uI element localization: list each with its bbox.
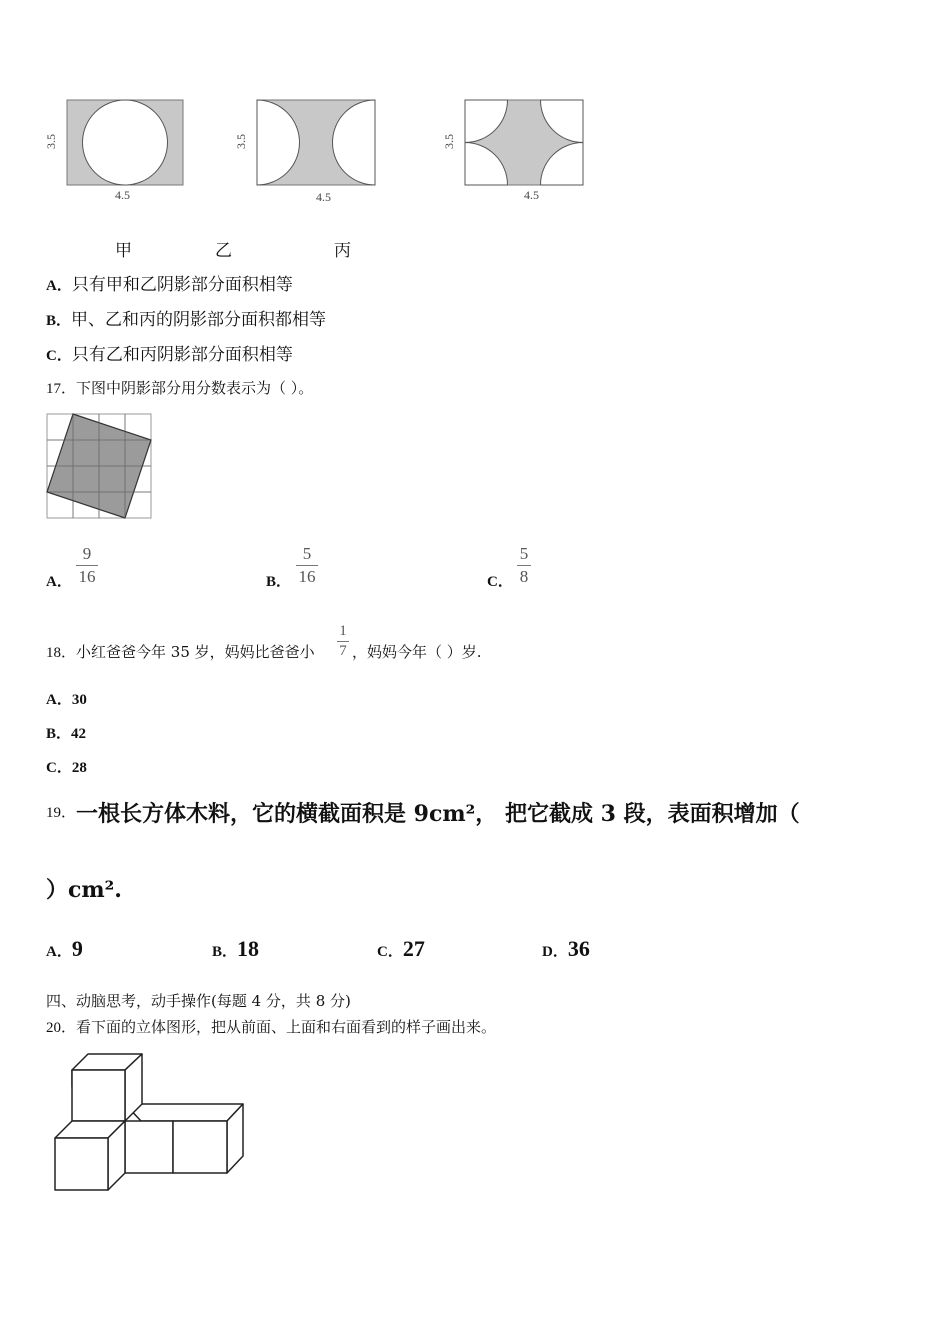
fig-bing-height-label: 3.5 bbox=[442, 134, 456, 149]
question-text: 看下面的立体图形，把从前面、上面和右面看到的样子画出来。 bbox=[76, 1018, 497, 1036]
option-text: 42 bbox=[71, 726, 87, 742]
option-letter: B． bbox=[46, 726, 72, 742]
q19-option-b[interactable] bbox=[212, 936, 259, 962]
q17-option-b-letter[interactable]: B． bbox=[266, 574, 292, 590]
q18-option-c[interactable] bbox=[46, 756, 87, 777]
q17-option-c-fraction[interactable] bbox=[517, 545, 531, 586]
question-text: 一根长方体木料，它的横截面积是 9cm²， 把它截成 3 段，表面积增加（ bbox=[76, 801, 800, 827]
q16-option-b[interactable] bbox=[46, 305, 326, 330]
q17-option-b-fraction[interactable] bbox=[296, 545, 318, 586]
numerator: 1 bbox=[339, 623, 347, 639]
fig-name-yi: 乙 bbox=[215, 241, 232, 261]
section-title: 四、动脑思考，动手操作(每题 4 分，共 8 分) bbox=[46, 992, 351, 1010]
q17-stem bbox=[46, 377, 313, 398]
denominator: 16 bbox=[298, 567, 316, 586]
option-text: 9 bbox=[71, 936, 83, 961]
q17-grid-figure bbox=[46, 413, 152, 519]
fig-yi-height-label: 3.5 bbox=[234, 134, 248, 149]
option-letter: C． bbox=[46, 760, 72, 776]
q18-text-after: ，妈妈今年（ ）岁. bbox=[352, 643, 482, 661]
option-text: 36 bbox=[567, 936, 590, 961]
option-text: 只有乙和丙阴影部分面积相等 bbox=[71, 345, 293, 365]
figure-bing bbox=[438, 95, 598, 210]
q17-option-a-letter[interactable]: A． bbox=[46, 574, 72, 590]
numerator: 5 bbox=[519, 544, 529, 563]
option-letter: A． bbox=[46, 944, 72, 960]
q17-option-a-fraction[interactable] bbox=[76, 545, 98, 586]
q20-cube-figure bbox=[50, 1052, 250, 1194]
q19-stem-line2: ）cm². bbox=[46, 877, 122, 903]
question-number: 19． bbox=[46, 805, 77, 821]
denominator: 7 bbox=[339, 643, 347, 659]
q18-option-a[interactable] bbox=[46, 688, 87, 709]
q17-option-c-letter[interactable]: C． bbox=[487, 574, 513, 590]
fig-jia-width-label: 4.5 bbox=[115, 188, 130, 202]
q16-option-a[interactable] bbox=[46, 270, 293, 295]
option-letter: A． bbox=[46, 278, 72, 294]
numerator: 5 bbox=[302, 544, 312, 563]
option-letter: D． bbox=[542, 944, 568, 960]
question-text: 下图中阴影部分用分数表示为（ ）。 bbox=[76, 379, 314, 397]
option-text: 18 bbox=[237, 936, 260, 961]
fig-name-bing: 丙 bbox=[334, 241, 351, 261]
q16-option-c[interactable] bbox=[46, 340, 293, 365]
question-text-before: 小红爸爸今年 35 岁，妈妈比爸爸小 bbox=[76, 643, 315, 661]
q18-stem bbox=[46, 641, 315, 662]
denominator: 8 bbox=[519, 567, 529, 586]
option-letter: A． bbox=[46, 692, 72, 708]
option-letter: C． bbox=[46, 348, 72, 364]
option-text: 只有甲和乙阴影部分面积相等 bbox=[71, 275, 293, 295]
fig-name-jia: 甲 bbox=[115, 241, 132, 261]
q19-stem-line1 bbox=[46, 797, 800, 828]
q20-stem bbox=[46, 1016, 496, 1037]
fig-bing-width-label: 4.5 bbox=[524, 188, 539, 202]
option-text: 27 bbox=[402, 936, 425, 961]
option-letter: B． bbox=[46, 313, 72, 329]
q18-option-b[interactable] bbox=[46, 722, 86, 743]
q19-option-c[interactable] bbox=[377, 936, 425, 962]
option-text: 甲、乙和丙的阴影部分面积都相等 bbox=[71, 310, 327, 330]
question-number: 18． bbox=[46, 645, 77, 661]
fig-yi-width-label: 4.5 bbox=[316, 190, 331, 204]
q19-option-d[interactable] bbox=[542, 936, 590, 962]
option-text: 30 bbox=[71, 692, 87, 708]
option-text: 28 bbox=[71, 760, 87, 776]
denominator: 16 bbox=[78, 567, 96, 586]
figure-yi bbox=[230, 95, 390, 210]
numerator: 9 bbox=[82, 544, 92, 563]
option-letter: C． bbox=[377, 944, 403, 960]
option-letter: B． bbox=[212, 944, 238, 960]
question-number: 20． bbox=[46, 1020, 77, 1036]
fig-jia-height-label: 3.5 bbox=[44, 134, 58, 149]
q18-fraction bbox=[337, 624, 349, 659]
q19-option-a[interactable] bbox=[46, 936, 83, 962]
question-number: 17． bbox=[46, 381, 77, 397]
